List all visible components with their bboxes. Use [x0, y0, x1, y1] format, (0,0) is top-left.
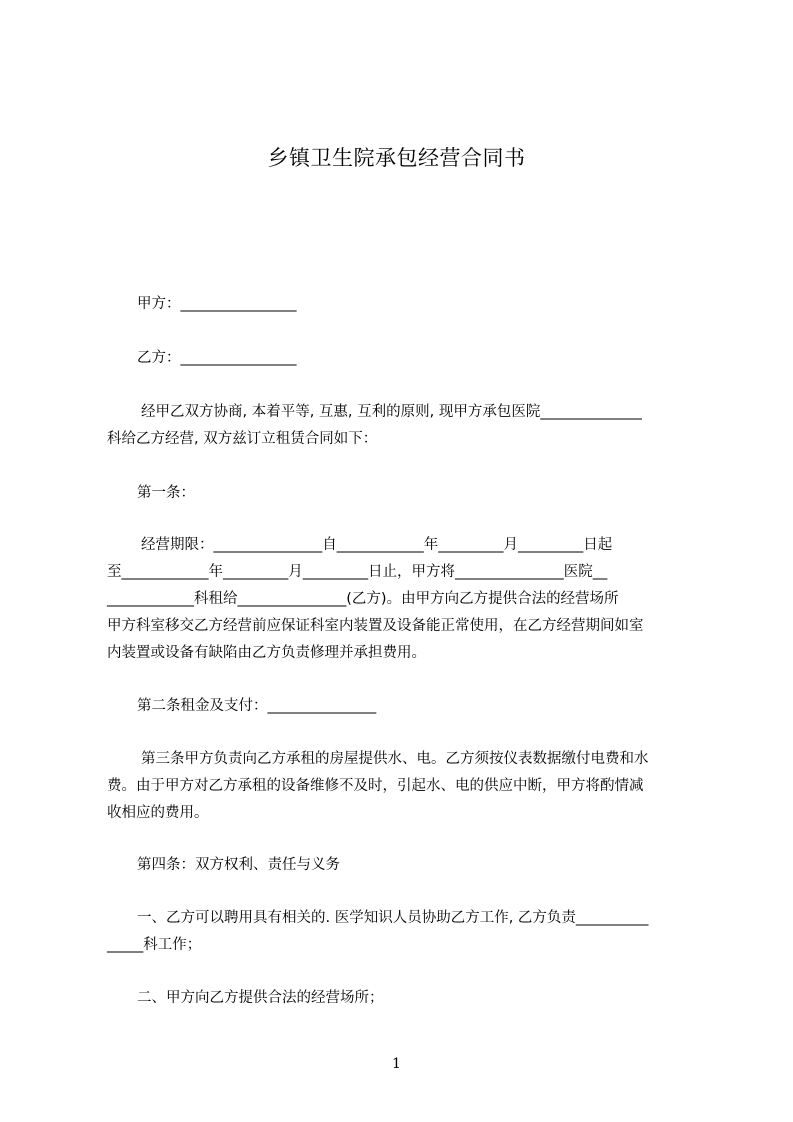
document-title: 乡镇卫生院承包经营合同书 [267, 146, 526, 170]
article-3-line-1: 第三条甲方负责向乙方承租的房屋提供水、电。乙方须按仪表数据缴付电费和水 [141, 751, 649, 767]
article-1-line-3: ____________科租给_______________(乙方)。由甲方向乙方提供合法的经营场所 [107, 591, 619, 607]
article-2-line: 第二条租金及支付：_______________ [137, 698, 377, 714]
article-1-line-2: 至____________年_________月_________日止，甲方将_______________医院__ [107, 564, 608, 580]
article-4-item-2: 二、甲方向乙方提供合法的经营场所； [137, 990, 384, 1006]
party-a-line: 甲方：________________ [137, 296, 297, 312]
intro-paragraph-line-2: 科给乙方经营, 双方兹订立租赁合同如下： [107, 431, 378, 447]
article-1-heading: 第一条： [137, 485, 195, 501]
article-4-heading: 第四条：双方权利、责任与义务 [137, 857, 340, 873]
article-3-line-2: 费。由于甲方对乙方承租的设备维修不及时，引起水、电的供应中断，甲方将酌情减 [107, 778, 644, 794]
article-1-line-1: 经营期限：_______________自____________年_________月_________日起 [141, 537, 613, 553]
article-1-line-4: 甲方科室移交乙方经营前应保证科室内装置及设备能正常使用，在乙方经营期间如室 [107, 618, 644, 634]
article-4-item-1-line-2: _____科工作； [107, 937, 202, 953]
article-3-line-3: 收相应的费用。 [107, 805, 209, 821]
article-4-item-1-line-1: 一、乙方可以聘用具有相关的. 医学知识人员协助乙方工作, 乙方负责__________ [137, 910, 649, 926]
article-1-line-5: 内装置或设备有缺陷由乙方负责修理并承担费用。 [107, 645, 426, 661]
party-b-line: 乙方：________________ [137, 350, 297, 366]
intro-paragraph-line-1: 经甲乙双方协商, 本着平等, 互惠, 互利的原则, 现甲方承包医院______________ [141, 404, 642, 420]
page-number: 1 [392, 1056, 401, 1072]
